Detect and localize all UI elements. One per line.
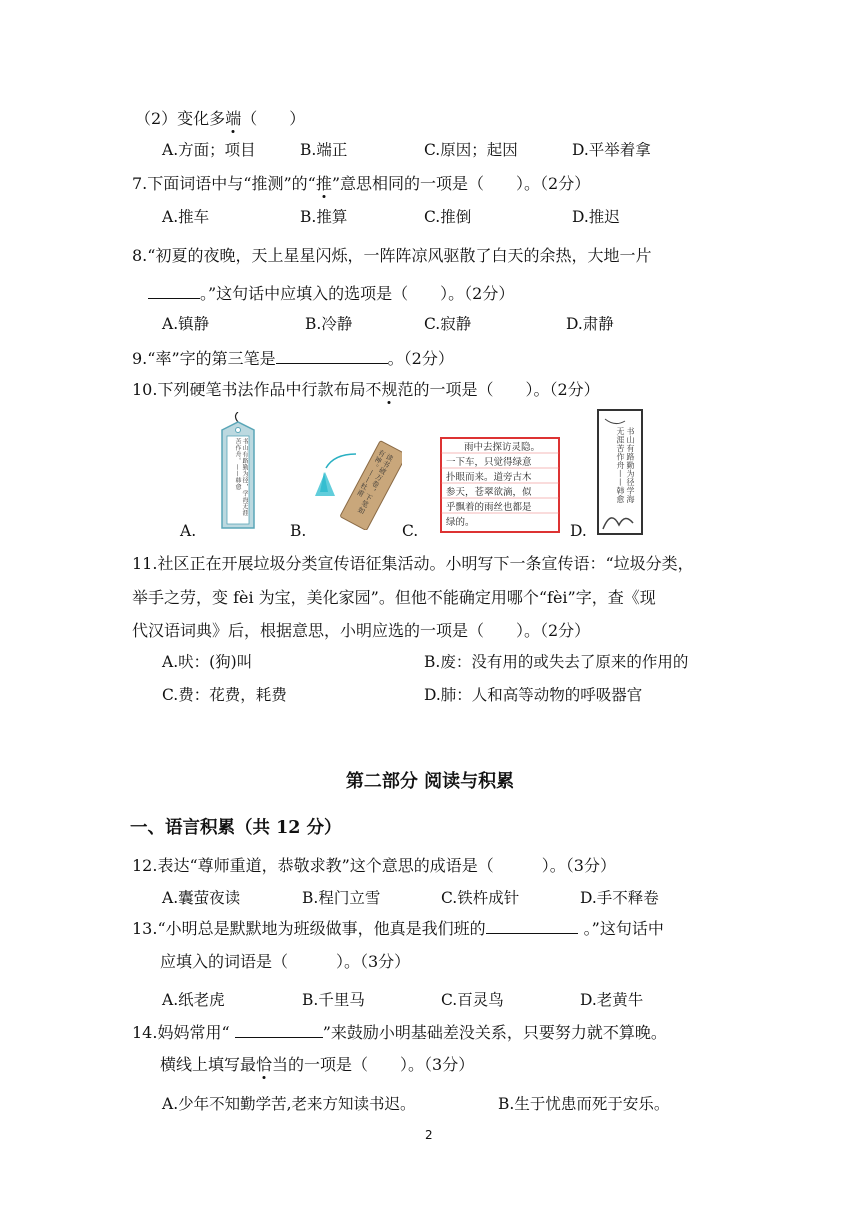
dotted-chars: 最恰当	[240, 1055, 289, 1074]
q14-stem-line2	[160, 1054, 474, 1076]
stem-text: （2）变化多	[135, 109, 226, 128]
image-b-text: 读书破万卷，下笔如有神。——杜甫	[355, 448, 395, 516]
q10-label-d: D.	[570, 522, 587, 540]
q13-option-c[interactable]: C.百灵鸟	[441, 991, 504, 1009]
q12-option-d[interactable]: D.手不释卷	[580, 889, 659, 907]
q12-stem: 12.表达“尊师重道，恭敬求教”这个意思的成语是（ ）。（3分）	[132, 856, 616, 875]
q11-option-b[interactable]: B.废：没有用的或失去了原来的作用的	[424, 653, 689, 671]
q8-option-a[interactable]: A.镇静	[162, 315, 210, 333]
stem-text: （ ）	[241, 109, 306, 128]
dotted-chars	[365, 380, 413, 399]
image-c-line: 绿的。	[446, 517, 475, 528]
q6-option-a[interactable]: A.方面；项目	[162, 141, 256, 159]
q8-stem-line2	[148, 282, 514, 305]
image-c-line: 扑眼而来。道旁古木	[446, 472, 532, 483]
stem-text: 13.“小明总是默默地为班级做事，他真是我们班的	[132, 919, 486, 938]
q14-option-a[interactable]: A.少年不知勤学苦,老来方知读书迟。	[162, 1095, 416, 1113]
stem-text: 。”这句话中应填入的选项是（ ）。（2分）	[200, 284, 515, 303]
page-number: 2	[425, 1128, 433, 1142]
q11-option-a[interactable]: A.吠：(狗)叫	[162, 653, 253, 671]
option-text: A.推车	[162, 208, 210, 226]
q7-option-c[interactable]	[424, 206, 471, 228]
calligraphy-image-b[interactable]	[312, 436, 402, 530]
q8-option-b[interactable]: B.冷静	[305, 315, 353, 333]
q10-label-c: C.	[402, 522, 419, 540]
q12-option-a[interactable]: A.囊萤夜读	[162, 889, 241, 907]
dotted-text: 不规范	[365, 380, 414, 399]
stem-text: ”意思相同的一项是（ ）。（2分）	[331, 174, 591, 193]
q13-stem-line1	[132, 917, 664, 940]
stem-text: 的一项是（ ）。（3分）	[288, 1055, 475, 1074]
q9-stem	[132, 347, 454, 370]
stem-text: 横线上填写	[160, 1055, 241, 1074]
calligraphy-image-a[interactable]	[216, 412, 260, 530]
option-text: D.推迟	[572, 208, 620, 226]
stem-text: 的一项是（ ）。（2分）	[413, 380, 600, 399]
q8-stem-line1: 8.“初夏的夜晚，天上星星闪烁，一阵阵凉风驱散了白天的余热，大地一片	[132, 246, 652, 265]
q10-label-b: B.	[290, 522, 307, 540]
stem-text: 10.下列硬笔书法作品中行款布局	[132, 380, 366, 399]
q13-answer-blank[interactable]	[486, 917, 578, 934]
q13-option-d[interactable]: D.老黄牛	[580, 991, 644, 1009]
stem-text: 。（2分）	[387, 349, 454, 368]
q14-answer-blank[interactable]	[235, 1021, 323, 1038]
stem-text: 7.下面词语中与“推测”的“	[132, 174, 316, 193]
q14-stem-line1	[132, 1021, 667, 1044]
stem-text: 。”这句话中	[583, 919, 664, 938]
q8-option-d[interactable]: D.肃静	[566, 315, 614, 333]
calligraphy-image-c[interactable]	[440, 437, 560, 533]
q6-part2-stem	[135, 108, 305, 130]
q10-label-a: A.	[180, 522, 197, 540]
q11-stem-line3: 代汉语词典》后，根据意思，小明应选的一项是（ ）。（2分）	[132, 621, 591, 640]
q10-stem	[132, 379, 600, 401]
calligraphy-image-d[interactable]	[597, 409, 643, 535]
image-c-line: 参天，苍翠欲滴，似	[446, 487, 532, 498]
part2-title: 第二部分 阅读与积累	[345, 771, 515, 792]
option-text: C.推倒	[424, 208, 472, 226]
q13-option-a[interactable]: A.纸老虎	[162, 991, 225, 1009]
image-d-text: 书山有路勤为径学海无涯苦作舟——韩愈	[616, 427, 635, 504]
q6-option-b[interactable]: B.端正	[300, 141, 348, 159]
dotted-char: 推	[315, 174, 332, 193]
q11-stem-line2: 举手之劳，变 fèi 为宝，美化家园”。但他不能确定用哪个“fèi”字，查《现	[132, 588, 656, 607]
q7-option-d[interactable]	[572, 206, 620, 228]
q7-option-a[interactable]	[162, 206, 209, 228]
q13-stem-line2: 应填入的词语是（ ）。（3分）	[160, 952, 411, 971]
q9-answer-blank[interactable]	[276, 347, 388, 364]
q8-answer-blank[interactable]	[148, 282, 200, 299]
q11-option-c[interactable]: C.费：花费，耗费	[162, 686, 287, 704]
q12-option-c[interactable]: C.铁杵成针	[441, 889, 520, 907]
dotted-char: 端	[225, 109, 242, 128]
section1-title: 一、语言积累（共 12 分）	[130, 818, 342, 838]
image-c-line: 乎飘着的雨丝也都是	[446, 502, 532, 513]
q7-stem	[132, 173, 590, 195]
q14-option-b[interactable]: B.生于忧患而死于安乐。	[498, 1095, 670, 1113]
image-c-line: 雨中去探访灵隐。	[464, 442, 541, 453]
stem-text: 14.妈妈常用“	[132, 1023, 235, 1042]
q13-option-b[interactable]: B.千里马	[302, 991, 365, 1009]
image-a-text: 书山有路勤为径，学海无涯苦作舟。——韩愈	[234, 438, 248, 516]
image-c-text	[446, 440, 540, 530]
q11-stem-line1: 11.社区正在开展垃圾分类宣传语征集活动。小明写下一条宣传语：“垃圾分类，	[132, 554, 694, 573]
stem-text: ”来鼓励小明基础差没关系，只要努力就不算晚。	[322, 1023, 667, 1042]
option-text: B.推算	[300, 208, 348, 226]
stem-text: 9.“率”字的第三笔是	[132, 349, 276, 368]
q7-option-b[interactable]	[300, 206, 347, 228]
q6-option-d[interactable]: D.平举着拿	[572, 141, 651, 159]
q12-option-b[interactable]: B.程门立雪	[302, 889, 381, 907]
image-c-line: 一下车，只觉得绿意	[446, 457, 532, 468]
q8-option-c[interactable]: C.寂静	[424, 315, 472, 333]
q11-option-d[interactable]: D.肺：人和高等动物的呼吸器官	[424, 686, 643, 704]
q6-option-c[interactable]: C.原因；起因	[424, 141, 518, 159]
